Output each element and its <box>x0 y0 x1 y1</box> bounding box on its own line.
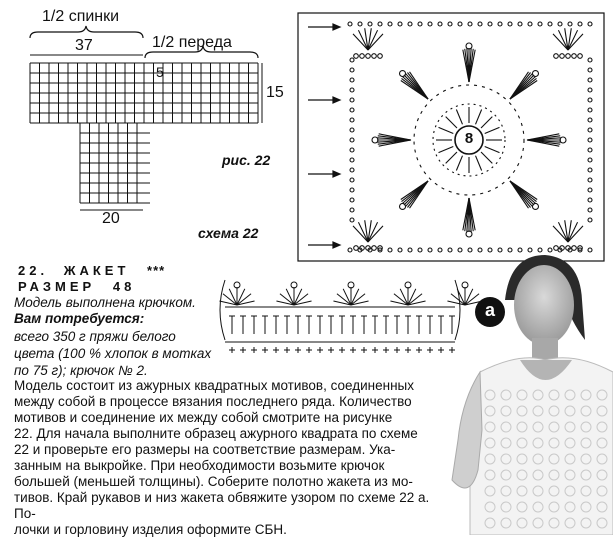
size-value: 48 <box>112 279 136 294</box>
body-line: между собой в процессе вязания последнего ряда. Количество <box>14 394 412 409</box>
body-line: большей (меньшей толщины). Соберите полотно жакета из мо- <box>14 474 413 489</box>
figure-caption: рис. 22 <box>222 152 271 168</box>
photo-badge-label: а <box>484 300 495 320</box>
materials-heading: Вам потребуется: <box>14 311 145 326</box>
materials-line: по 75 г); крючок № 2. <box>14 363 148 378</box>
body-line: 22. Для начала выполните образец ажурного квадрата по схеме <box>14 426 418 441</box>
body-line: занным на выкройке. При необходимости возьмите крючок <box>14 458 385 473</box>
body-line: Модель состоит из ажурных квадратных мотивов, соединенных <box>14 378 414 393</box>
materials-line: цвета (100 % хлопок в мотках <box>14 346 212 361</box>
motif-center-number: 8 <box>464 130 474 147</box>
neck-value: 5 <box>156 64 164 80</box>
half-front-label: 1/2 переда <box>152 34 232 51</box>
sleeve-width-value: 20 <box>102 210 120 227</box>
half-back-label: 1/2 спинки <box>42 8 120 25</box>
article-stars: *** <box>147 263 166 278</box>
body-line: лочки и горловину изделия оформите СБН. <box>14 522 287 537</box>
model-face <box>514 265 574 345</box>
height-value: 15 <box>266 84 284 101</box>
width-value: 37 <box>75 37 93 54</box>
model-arm <box>452 372 482 488</box>
scheme-caption: схема 22 <box>198 225 259 241</box>
article-title: ЖАКЕТ <box>63 263 130 278</box>
materials-line: всего 350 г пряжи белого <box>14 329 176 344</box>
article-subtitle: Модель выполнена крючком. <box>14 295 196 310</box>
size-label: РАЗМЕР <box>18 279 96 294</box>
body-line: тивов. Край рукавов и низ жакета обвяжите узором по схеме 22 а. По- <box>14 490 430 521</box>
body-line: мотивов и соединение их между собой смотрите на рисунке <box>14 410 393 425</box>
article-number: 22. <box>18 263 49 278</box>
body-line: 22 и проверьте его размеры на соответствие размерам. Ука- <box>14 442 396 457</box>
